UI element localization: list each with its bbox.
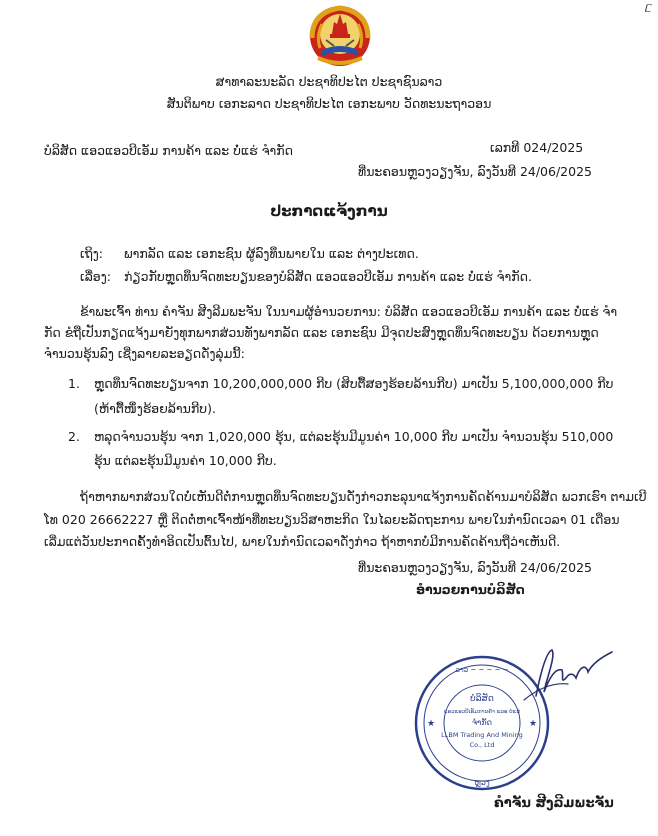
item-1-line-2: (ຫ້າຕື້ໜຶ່ງຮ້ອຍລ້ານກີບ). xyxy=(94,401,216,416)
lao-national-emblem xyxy=(304,4,376,68)
intro-line-1: ຂ້າພະເຈົ້າ ທ່ານ ຄໍາຈັນ ສີງລີມພະຈັນ ໃນນາມຜູ້ອໍານວຍການ: ບໍລິສັດ ແອວແອວບີເອັມ ການຄ້າ ແລະ ບໍ່ແຮ່ ຈໍາ xyxy=(80,304,618,319)
closing-line-2: ໂທ 020 26662227 ຫຼື ຕິດຕໍ່ຫາເຈົ້າໜ້າທີ່ທະບຽນວິສາຫະກິດ ໃນໄລຍະລັດຖະການ ພາຍໃນກໍານົດເວລາ 01 ເດືອນ xyxy=(44,512,620,527)
signer-name: ຄໍາຈັນ ສີງລີມພະຈັນ xyxy=(494,796,614,811)
to-label: ເຖິງ: xyxy=(80,246,103,261)
place-date: ທີ່ນະຄອນຫຼວງວຽງຈັນ, ລົງວັນທີ 24/06/2025 xyxy=(358,164,592,179)
item-number: 2. xyxy=(68,429,80,444)
to-text: ພາກລັດ ແລະ ເອກະຊົນ ຜູ້ລົງທຶນພາຍໃນ ແລະ ຕ່າງປະເທດ. xyxy=(124,246,419,261)
subject-text: ກ່ຽວກັບຫຼຸດທຶນຈົດທະບຽນຂອງບໍລິສັດ ແອວແອວບີເອັມ ການຄ້າ ແລະ ບໍ່ແຮ່ ຈຳກັດ. xyxy=(124,269,532,284)
item-number: 1. xyxy=(68,376,80,391)
intro-line-3: ຈໍານວນຮຸ້ນລົງ ເຊີ່ງລາຍລະອຽດດັ່ງລຸ່ມນີ້: xyxy=(44,346,245,361)
corner-mark: ᥴ xyxy=(644,0,651,16)
stamp-english-2: Co., Ltd xyxy=(469,741,495,749)
svg-text:ລາວ ~ ~ ~ ~ ~: ລາວ ~ ~ ~ ~ ~ xyxy=(455,666,509,674)
closing-line-1: ຖ້າຫາກພາກສ່ວນໃດບໍ່ເຫັນດີຕໍ່ການຫຼຸດທຶນຈົດທະບຽນດັ່ງກ່າວກະລຸນາແຈ້ງການຄັດຄ້ານມາບໍລິສັດ ພວກເຮົາ ຕາມເບີ xyxy=(80,489,647,504)
signature xyxy=(516,646,616,702)
stamp-middle-lao: ແອວແອວບີເອັມການຄ້າ ແລະ ບໍ່ແຮ່ xyxy=(444,709,520,715)
page-title: ປະກາດແຈ້ງການ xyxy=(270,202,388,220)
stamp-english-1: LLBM Trading And Mining xyxy=(441,731,523,739)
intro-line-2: ກັດ ຂໍຖືເປັນກຽດແຈ້ງມາຍັງທຸກພາກສ່ວນທັງພາກລັດ ແລະ ເອກະຊົນ ມີຈຸດປະສົງຫຼຸດທຶນຈົດທະບຽນ ດ້ວຍການຫຼຸດ xyxy=(44,325,599,340)
document-number: ເລກທີ 024/2025 xyxy=(490,140,584,155)
header-line-1: ສາທາລະນະລັດ ປະຊາທິປະໄຕ ປະຊາຊົນລາວ xyxy=(215,74,443,89)
stamp-top-lao: ບໍລິສັດ xyxy=(470,694,494,704)
stamp-footer: ຫຼວງ xyxy=(474,778,490,787)
footer-place-date: ທີ່ນະຄອນຫຼວງວຽງຈັນ, ລົງວັນທີ 24/06/2025 xyxy=(358,560,592,575)
header-line-2: ສັນຕິພາບ ເອກະລາດ ປະຊາທິປະໄຕ ເອກະພາບ ວັດທະນະຖາວອນ xyxy=(166,96,492,111)
item-2-line-1: ຫລຸດຈໍານວນຮຸ້ນ ຈາກ 1,020,000 ຮຸ້ນ, ແຕ່ລະຮຸ້ນມີມູນຄ່າ 10,000 ກີບ ມາເປັນ ຈໍານວນຮຸ້ນ 510,000 xyxy=(94,429,614,444)
item-1-line-1: ຫຼຸດທຶນຈົດທະບຽນຈາກ 10,200,000,000 ກີບ (ສິບຕື້ສອງຮ້ອຍລ້ານກີບ) ມາເປັນ 5,100,000,000 ກີບ xyxy=(94,376,614,391)
subject-label: ເລື່ອງ: xyxy=(80,269,111,284)
closing-line-3: ເລີ່ມແຕ່ວັນປະກາດຄັ້ງທໍາອິດເປັນຕົ້ນໄປ, ພາຍໃນກໍານົດເວລາດັ່ງກ່າວ ຖ້າຫາກບໍ່ມີການຄັດຄ້ານຖືວ່າເຫັນດີ. xyxy=(44,534,561,549)
svg-text:★: ★ xyxy=(529,719,538,729)
stamp-bottom-lao: ຈຳກັດ xyxy=(471,718,493,727)
company-name: ບໍລິສັດ ແອວແອວບີເອັມ ການຄ້າ ແລະ ບໍ່ແຮ່ ຈຳກັດ xyxy=(44,143,294,158)
item-2-line-2: ຮຸ້ນ ແຕ່ລະຮຸ້ນມີມູນຄ່າ 10,000 ກີບ. xyxy=(94,453,277,468)
svg-text:★: ★ xyxy=(427,719,436,729)
director-title: ອໍານວຍການບໍລິສັດ xyxy=(416,582,525,597)
